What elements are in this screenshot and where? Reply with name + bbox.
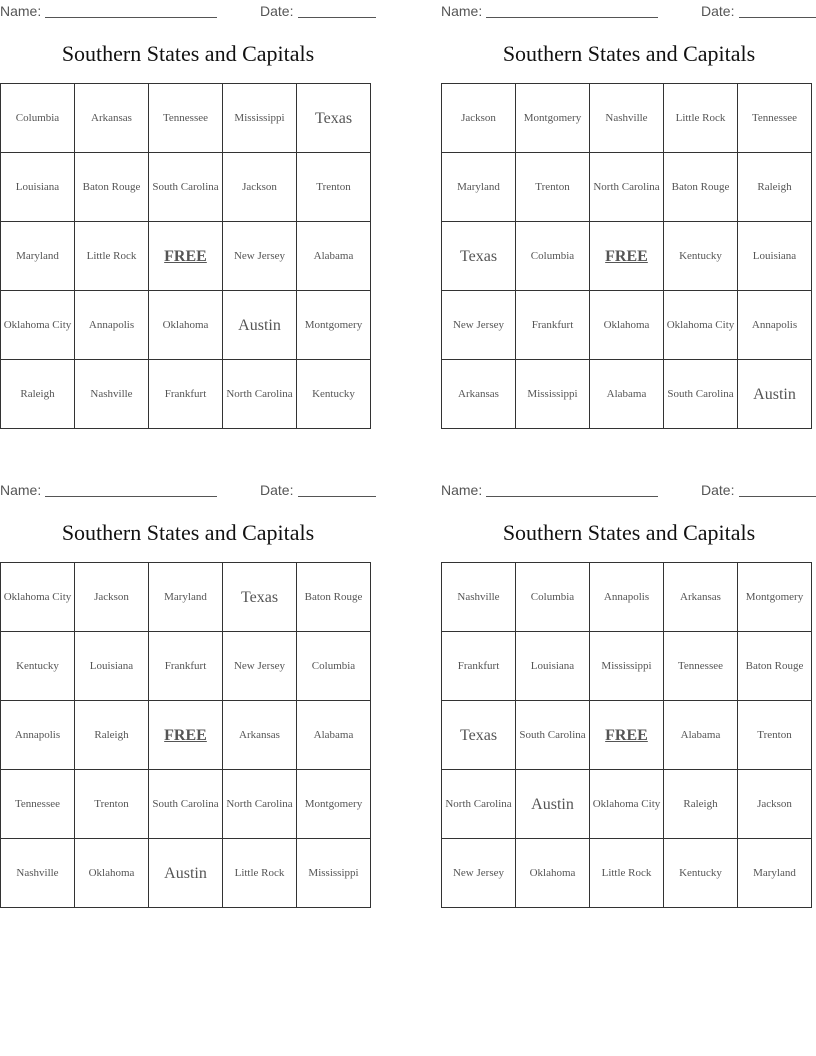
bingo-cell: Frankfurt xyxy=(149,632,223,701)
name-blank-line[interactable] xyxy=(45,496,217,497)
bingo-cell: Oklahoma City xyxy=(664,291,738,360)
bingo-cell: Alabama xyxy=(297,222,371,291)
card-title: Southern States and Capitals xyxy=(61,520,315,545)
bingo-cell: Oklahoma xyxy=(516,839,590,908)
bingo-cell: Tennessee xyxy=(738,84,812,153)
bingo-cell: Texas xyxy=(297,84,371,153)
bingo-cell: South Carolina xyxy=(149,153,223,222)
bingo-cell: Austin xyxy=(223,291,297,360)
bingo-cell: Trenton xyxy=(297,153,371,222)
bingo-row xyxy=(1,701,371,770)
bingo-cell: South Carolina xyxy=(516,701,590,770)
bingo-cell: Annapolis xyxy=(738,291,812,360)
bingo-cell: Columbia xyxy=(516,563,590,632)
bingo-cell: Arkansas xyxy=(664,563,738,632)
card-title: Southern States and Capitals xyxy=(502,520,756,545)
bingo-cell: Oklahoma City xyxy=(590,770,664,839)
bingo-cell: Trenton xyxy=(738,701,812,770)
bingo-cell: Arkansas xyxy=(75,84,149,153)
bingo-cell: Oklahoma xyxy=(590,291,664,360)
bingo-row xyxy=(442,701,812,770)
bingo-cell: Nashville xyxy=(590,84,664,153)
bingo-cell: Jackson xyxy=(738,770,812,839)
bingo-cell: Tennessee xyxy=(664,632,738,701)
bingo-cell: New Jersey xyxy=(223,222,297,291)
bingo-cell: Louisiana xyxy=(516,632,590,701)
bingo-row xyxy=(442,563,812,632)
bingo-cell: Baton Rouge xyxy=(738,632,812,701)
bingo-cell: North Carolina xyxy=(442,770,516,839)
bingo-cell: Raleigh xyxy=(75,701,149,770)
bingo-cell: Oklahoma City xyxy=(1,291,75,360)
bingo-cell: Montgomery xyxy=(738,563,812,632)
free-space: FREE xyxy=(590,701,664,770)
bingo-cell: Montgomery xyxy=(516,84,590,153)
bingo-cell: Little Rock xyxy=(590,839,664,908)
bingo-cell: Arkansas xyxy=(223,701,297,770)
name-blank-line[interactable] xyxy=(45,17,217,18)
bingo-cell: Arkansas xyxy=(442,360,516,429)
name-date-row xyxy=(441,479,816,501)
date-label: Date: xyxy=(260,3,294,19)
bingo-cell: Columbia xyxy=(297,632,371,701)
bingo-cell: Jackson xyxy=(442,84,516,153)
bingo-cell: Mississippi xyxy=(516,360,590,429)
date-label: Date: xyxy=(260,482,294,498)
bingo-cell: Trenton xyxy=(516,153,590,222)
bingo-cell: Mississippi xyxy=(297,839,371,908)
bingo-cell: Maryland xyxy=(1,222,75,291)
bingo-cell: Tennessee xyxy=(1,770,75,839)
bingo-cell: Little Rock xyxy=(75,222,149,291)
date-label: Date: xyxy=(701,482,735,498)
bingo-cell: Nashville xyxy=(75,360,149,429)
bingo-cell: Texas xyxy=(223,563,297,632)
bingo-cell: Raleigh xyxy=(1,360,75,429)
bingo-cell: Annapolis xyxy=(590,563,664,632)
bingo-cell: Kentucky xyxy=(664,222,738,291)
bingo-card xyxy=(0,479,376,882)
bingo-row xyxy=(442,291,812,360)
bingo-row xyxy=(1,291,371,360)
bingo-row xyxy=(1,360,371,429)
bingo-cell: Little Rock xyxy=(223,839,297,908)
bingo-cell: Trenton xyxy=(75,770,149,839)
date-label: Date: xyxy=(701,3,735,19)
date-blank-line[interactable] xyxy=(298,17,376,18)
bingo-grid xyxy=(0,83,371,429)
name-date-row xyxy=(441,0,816,22)
bingo-cell: Columbia xyxy=(1,84,75,153)
bingo-cell: North Carolina xyxy=(223,360,297,429)
bingo-cell: Mississippi xyxy=(590,632,664,701)
bingo-cell: South Carolina xyxy=(149,770,223,839)
bingo-cell: Kentucky xyxy=(297,360,371,429)
bingo-cell: New Jersey xyxy=(442,291,516,360)
bingo-cell: Oklahoma xyxy=(149,291,223,360)
name-label: Name: xyxy=(441,482,483,498)
bingo-cell: New Jersey xyxy=(442,839,516,908)
bingo-cell: Kentucky xyxy=(664,839,738,908)
bingo-row xyxy=(1,222,371,291)
bingo-cell: Louisiana xyxy=(738,222,812,291)
bingo-cell: Texas xyxy=(442,701,516,770)
bingo-cell: Austin xyxy=(149,839,223,908)
bingo-row xyxy=(442,360,812,429)
bingo-cell: Annapolis xyxy=(75,291,149,360)
bingo-cell: Raleigh xyxy=(738,153,812,222)
bingo-cell: Alabama xyxy=(590,360,664,429)
bingo-cell: Baton Rouge xyxy=(664,153,738,222)
bingo-cell: New Jersey xyxy=(223,632,297,701)
bingo-cell: Maryland xyxy=(149,563,223,632)
bingo-row xyxy=(442,770,812,839)
bingo-cell: Mississippi xyxy=(223,84,297,153)
bingo-row xyxy=(1,153,371,222)
bingo-row xyxy=(442,222,812,291)
bingo-cell: Nashville xyxy=(442,563,516,632)
bingo-cell: Nashville xyxy=(1,839,75,908)
name-label: Name: xyxy=(0,3,42,19)
bingo-cell: Little Rock xyxy=(664,84,738,153)
card-title: Southern States and Capitals xyxy=(502,41,756,66)
bingo-card xyxy=(441,0,816,403)
bingo-cell: Tennessee xyxy=(149,84,223,153)
name-label: Name: xyxy=(441,3,483,19)
free-space: FREE xyxy=(590,222,664,291)
bingo-cell: Alabama xyxy=(664,701,738,770)
bingo-cell: North Carolina xyxy=(590,153,664,222)
bingo-cell: Louisiana xyxy=(75,632,149,701)
bingo-cell: Alabama xyxy=(297,701,371,770)
bingo-row xyxy=(1,84,371,153)
bingo-cell: Baton Rouge xyxy=(75,153,149,222)
bingo-cell: Frankfurt xyxy=(149,360,223,429)
bingo-cell: Jackson xyxy=(223,153,297,222)
bingo-row xyxy=(1,839,371,908)
bingo-grid xyxy=(441,83,812,429)
bingo-cell: Maryland xyxy=(442,153,516,222)
name-date-row xyxy=(0,0,376,22)
date-blank-line[interactable] xyxy=(298,496,376,497)
bingo-row xyxy=(442,153,812,222)
bingo-row xyxy=(442,632,812,701)
name-label: Name: xyxy=(0,482,42,498)
bingo-card xyxy=(0,0,376,400)
bingo-cell: Frankfurt xyxy=(516,291,590,360)
bingo-grid xyxy=(441,562,812,908)
bingo-row xyxy=(1,632,371,701)
bingo-cell: Austin xyxy=(738,360,812,429)
bingo-cell: South Carolina xyxy=(664,360,738,429)
name-date-row xyxy=(0,479,376,501)
bingo-cell: Annapolis xyxy=(1,701,75,770)
bingo-cell: Oklahoma xyxy=(75,839,149,908)
bingo-row xyxy=(1,563,371,632)
bingo-grid xyxy=(0,562,371,908)
bingo-cell: Kentucky xyxy=(1,632,75,701)
bingo-cell: Texas xyxy=(442,222,516,291)
bingo-cell: North Carolina xyxy=(223,770,297,839)
bingo-cell: Austin xyxy=(516,770,590,839)
bingo-cell: Louisiana xyxy=(1,153,75,222)
bingo-cell: Raleigh xyxy=(664,770,738,839)
bingo-cell: Baton Rouge xyxy=(297,563,371,632)
bingo-card xyxy=(441,479,816,879)
date-blank-line[interactable] xyxy=(739,17,816,18)
bingo-cell: Oklahoma City xyxy=(1,563,75,632)
bingo-cell: Montgomery xyxy=(297,291,371,360)
name-blank-line[interactable] xyxy=(486,17,658,18)
bingo-cell: Columbia xyxy=(516,222,590,291)
bingo-row xyxy=(442,839,812,908)
bingo-cell: Jackson xyxy=(75,563,149,632)
card-title: Southern States and Capitals xyxy=(61,41,315,66)
bingo-row xyxy=(1,770,371,839)
bingo-row xyxy=(442,84,812,153)
bingo-cell: Frankfurt xyxy=(442,632,516,701)
bingo-cell: Maryland xyxy=(738,839,812,908)
name-blank-line[interactable] xyxy=(486,496,658,497)
free-space: FREE xyxy=(149,222,223,291)
free-space: FREE xyxy=(149,701,223,770)
date-blank-line[interactable] xyxy=(739,496,816,497)
bingo-cell: Montgomery xyxy=(297,770,371,839)
